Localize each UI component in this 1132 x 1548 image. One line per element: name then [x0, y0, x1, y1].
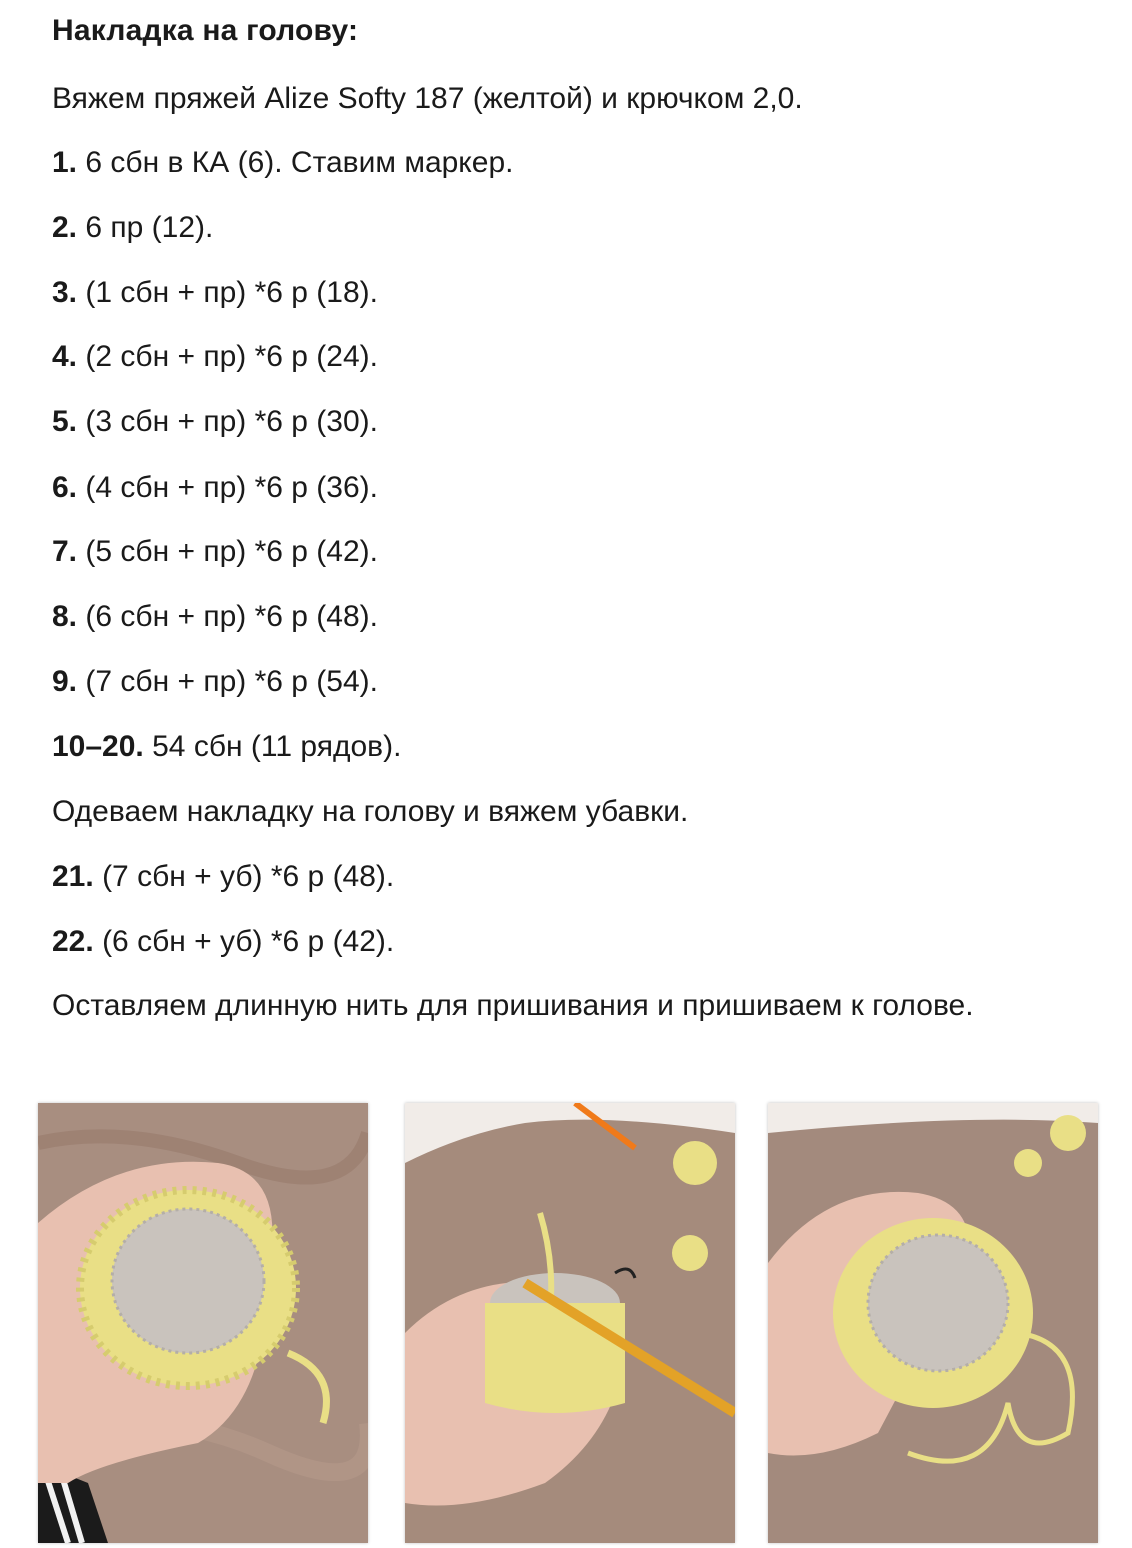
row-text: (5 сбн + пр) *6 р (42).: [85, 535, 378, 568]
row-text: 54 сбн (11 рядов).: [152, 730, 402, 763]
outro-text: Оставляем длинную нить для пришивания и пришиваем к голове.: [52, 989, 974, 1022]
row-10-20: [52, 730, 401, 764]
row-2: [52, 211, 213, 245]
row-text: (6 сбн + пр) *6 р (48).: [85, 600, 378, 633]
row-text: (4 сбн + пр) *6 р (36).: [85, 471, 378, 504]
page-title: Накладка на голову:: [52, 14, 359, 47]
row-text: (3 сбн + пр) *6 р (30).: [85, 405, 378, 438]
row-number: 10–20.: [52, 730, 144, 763]
row-number: 7.: [52, 535, 78, 568]
row-22: [52, 925, 394, 959]
row-number: 6.: [52, 471, 78, 504]
photo-cover-on-head: [768, 1103, 1098, 1543]
row-text: (1 сбн + пр) *6 р (18).: [85, 276, 378, 309]
row-text: (7 сбн + пр) *6 р (54).: [85, 665, 378, 698]
row-number: 1.: [52, 146, 78, 179]
row-text: 6 сбн в КА (6). Ставим маркер.: [85, 146, 514, 179]
row-9: [52, 665, 378, 699]
row-5: [52, 405, 378, 439]
row-number: 21.: [52, 860, 94, 893]
row-number: 2.: [52, 211, 78, 244]
row-8: [52, 600, 378, 634]
row-3: [52, 276, 378, 310]
row-number: 4.: [52, 340, 78, 373]
photo-cover-front: [38, 1103, 368, 1543]
row-6: [52, 471, 378, 505]
row-number: 8.: [52, 600, 78, 633]
row-text: (7 сбн + уб) *6 р (48).: [102, 860, 395, 893]
row-text: 6 пр (12).: [85, 211, 214, 244]
photo-crocheting: [405, 1103, 735, 1543]
row-4: [52, 340, 378, 374]
row-1: [52, 146, 513, 180]
note-text: Одеваем накладку на голову и вяжем убавки.: [52, 795, 689, 828]
row-text: (2 сбн + пр) *6 р (24).: [85, 340, 378, 373]
row-number: 9.: [52, 665, 78, 698]
row-text: (6 сбн + уб) *6 р (42).: [102, 925, 395, 958]
row-number: 22.: [52, 925, 94, 958]
intro-text: Вяжем пряжей Alize Softy 187 (желтой) и крючком 2,0.: [52, 82, 803, 115]
row-21: [52, 860, 394, 894]
row-number: 3.: [52, 276, 78, 309]
row-7: [52, 535, 378, 569]
row-number: 5.: [52, 405, 78, 438]
